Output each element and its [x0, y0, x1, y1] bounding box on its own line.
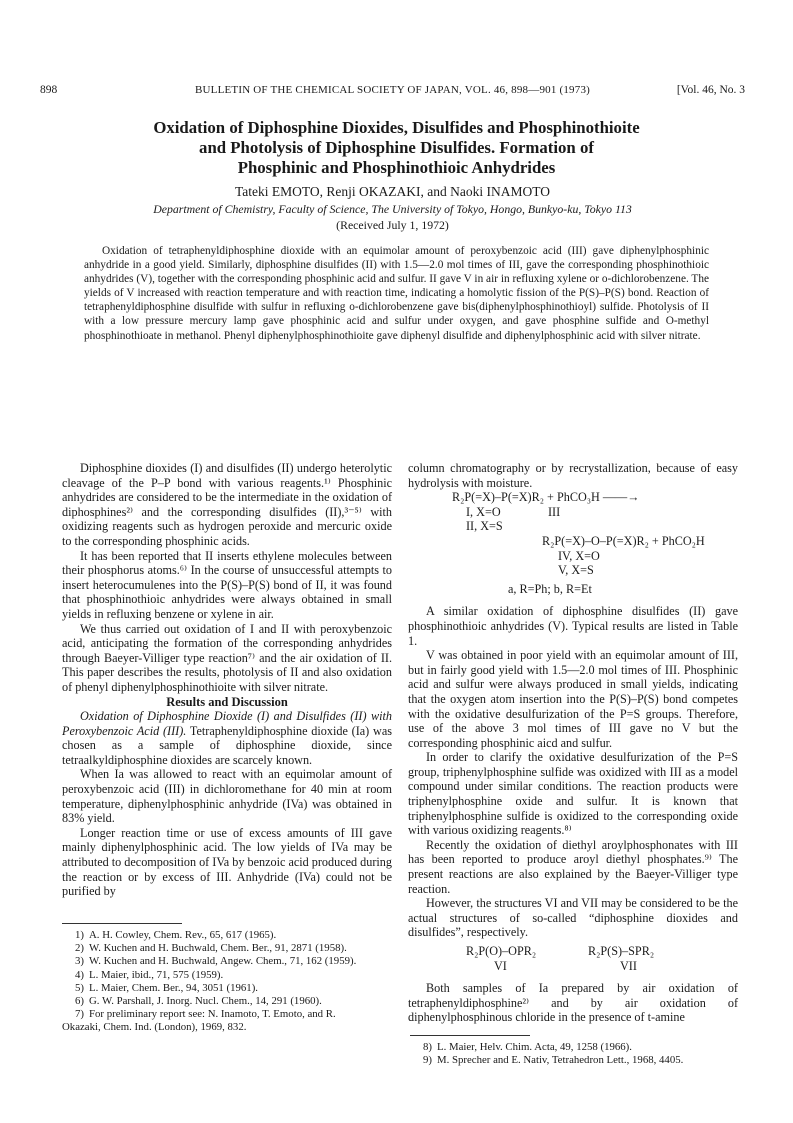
- paragraph: column chromatography or by recrystallization, because of easy hydrolysis with moisture.: [408, 461, 738, 490]
- footnote-number: 4): [75, 968, 84, 981]
- footnote: [62, 1008, 397, 1021]
- equation-text: VII: [620, 958, 637, 973]
- equation-text: a, R=Ph; b, R=Et: [508, 581, 592, 596]
- title-line: Phosphinic and Phosphinothioic Anhydrides: [237, 158, 556, 177]
- equation-line: [408, 582, 738, 597]
- sub-heading: Oxidation of Diphosphine Dioxide (I) and Disulfides (II) with Peroxybenzoic Acid (III).: [62, 709, 392, 738]
- equation-line: [408, 505, 738, 520]
- equation-text: IV, X=O: [558, 548, 600, 563]
- footnote-rule: [62, 923, 182, 924]
- left-column: [62, 461, 392, 899]
- footnote-number: 8): [423, 1041, 432, 1053]
- footnote: [410, 1041, 740, 1054]
- running-header: [40, 84, 745, 100]
- equation-text: II, X=S: [466, 519, 503, 534]
- footnote-number: 3): [75, 955, 84, 968]
- equation-line: [408, 563, 738, 578]
- equation-text: R₂P(=X)–O–P(=X)R₂ + PhCO₂H: [542, 533, 705, 548]
- footnote: [62, 942, 397, 955]
- equation-text: V, X=S: [558, 563, 594, 578]
- footnote-text: L. Maier, Helv. Chim. Acta, 49, 1258 (1966).: [437, 1041, 632, 1053]
- paragraph: Recently the oxidation of diethyl aroylphosphonates with III has been reported to produce aroyl diethyl phosphates.⁹⁾ The present reactions are also explained by the Baeyer-Villiger type reaction.: [408, 837, 738, 896]
- equation-line: [408, 549, 738, 564]
- footnote: [62, 982, 397, 995]
- footnote-number: 1): [75, 929, 84, 941]
- equation-text: VI: [494, 958, 507, 973]
- footnote-text: G. W. Parshall, J. Inorg. Nucl. Chem., 14, 291 (1960).: [89, 995, 322, 1008]
- equation-text: R₂P(O)–OPR₂: [466, 944, 537, 958]
- equation-text: R₂P(=X)–P(=X)R₂ + PhCO₃H ——→: [452, 490, 640, 505]
- footnotes-right: [410, 1041, 740, 1067]
- equation-text: I, X=O: [466, 504, 501, 519]
- equation-line: [408, 534, 738, 549]
- equation-text: III: [548, 504, 561, 519]
- paragraph: A similar oxidation of diphosphine disulfides (II) gave phosphinothioic anhydrides (V). Typical results are listed in Table 1.: [408, 604, 738, 648]
- equation-line: [408, 519, 738, 534]
- footnote-text: L. Maier, Chem. Ber., 94, 3051 (1961).: [89, 981, 258, 994]
- paragraph: [62, 709, 392, 767]
- footnote: [62, 1021, 397, 1034]
- footnote: [62, 995, 397, 1008]
- footnote-number: 2): [75, 942, 84, 955]
- footnote-text: For preliminary report see: N. Inamoto, T. Emoto, and R.: [89, 1008, 336, 1021]
- footnote: [62, 969, 397, 982]
- equation-line: [408, 944, 738, 959]
- paper-title: [60, 118, 733, 178]
- affiliation: Department of Chemistry, Faculty of Science, The University of Tokyo, Hongo, Bunkyo-ku, Tokyo 113: [153, 202, 632, 216]
- footnotes-left: [62, 929, 397, 1035]
- volume-issue: [Vol. 46, No. 3: [676, 84, 745, 96]
- paragraph: We thus carried out oxidation of I and II with peroxybenzoic acid, anticipating the formation of the corresponding anhydrides through Baeyer-Villiger type reaction⁷⁾ and the air oxidation of II. This paper describes the results, photolysis of II and also oxidation of phenyl diphenylphosphinothioite with silver nitrate.: [62, 621, 392, 694]
- paragraph: V was obtained in poor yield with an equimolar amount of III, but in fairly good yield with 1.5—2.0 mol times of III. Phosphinic acid and sulfur were always produced in small yields, indicating that the oxygen atom insertion into the P(S)–P(S) bond competes with the oxidative desulfurization of the P=S groups. Therefore, use of the above 3 mol times of III gave no V but the corresponding phosphinic aicd and sulfur.: [408, 648, 738, 750]
- paragraph: When Ia was allowed to react with an equimolar amount of peroxybenzoic acid (III) in dichloromethane for 40 min at room temperature, diphenylphosphinic anhydride (IVa) was obtained in 83% yield.: [62, 767, 392, 826]
- page-number: 898: [40, 84, 58, 96]
- footnote-text: W. Kuchen and H. Buchwald, Angew. Chem., 71, 162 (1959).: [89, 955, 357, 968]
- footnote: [62, 929, 397, 942]
- right-column: [408, 461, 738, 1025]
- journal-line: BULLETIN OF THE CHEMICAL SOCIETY OF JAPAN, VOL. 46, 898—901 (1973): [194, 84, 591, 96]
- paragraph: Longer reaction time or use of excess amounts of III gave mainly diphenylphosphinic acid. The low yields of IVa may be attributed to decomposition of IVa by benzoic acid produced during the reaction or by excess of III. Anhydride (IVa) could not be purified by: [62, 825, 392, 899]
- footnote-text: L. Maier, ibid., 71, 575 (1959).: [89, 968, 224, 981]
- paragraph: Both samples of Ia prepared by air oxidation of tetraphenyldiphosphine²⁾ and by air oxidation of diphenylphosphinous chloride in the presence of t-amine: [408, 981, 738, 1025]
- paragraph: It has been reported that II inserts ethylene molecules between their phosphorus atoms.⁶⁾ In the course of unsuccessful attempts to insert heterocumulenes into the P(S)–P(S) bond of II, it was found that phosphinothioic anhydrides were always obtained in small yields in refluxing benzene or xylene in air.: [62, 548, 392, 621]
- footnote-number: 7): [75, 1008, 84, 1021]
- footnote-text: W. Kuchen and H. Buchwald, Chem. Ber., 91, 2871 (1958).: [89, 942, 347, 955]
- paragraph-text: Tetraphenyldiphosphine dioxide (Ia) was chosen as a sample of diphosphine dioxide, since tetraalkyldiphosphine dioxides are scarcely known.: [62, 723, 392, 767]
- abstract: Oxidation of tetraphenyldiphosphine dioxide with an equimolar amount of peroxybenzoic acid (III) gave diphenylphosphinic anhydride in a good yield. Similarly, diphosphine disulfides (II) with 1.5—2.0 mol times of III, gave the corresponding phosphinothioic anhydrides (V), together with the corresponding phosphinic acid and sulfur. II gave V in air in refluxing xylene or o-dichlorobenzene. The yields of V increased with reaction temperature and with reaction time, indicating a homolytic fission of the P(S)–P(S) bond. Reaction of tetraphenyldiphosphine disulfide with sulfur in refluxing o-dichlorobenzene gave bis(diphenylphosphinothioyl) sulfide. Photolysis of II with a low pressure mercury lamp gave phosphinic acid and sulfur under oxygen, and gave phosphine sulfide and O-methyl phosphinothioate in methanol. Phenyl diphenylphosphinothioite gave diphenyl disulfide and diphenylphosphinic acid with silver nitrate.: [84, 245, 709, 342]
- footnote: [62, 955, 397, 968]
- footnote-text: A. H. Cowley, Chem. Rev., 65, 617 (1965).: [89, 929, 277, 941]
- footnote-text: M. Sprecher and E. Nativ, Tetrahedron Lett., 1968, 4405.: [437, 1054, 684, 1067]
- title-line: Oxidation of Diphosphine Dioxides, Disulfides and Phosphinothioite: [153, 118, 640, 137]
- footnote: [410, 1054, 740, 1067]
- footnote-text: Okazaki, Chem. Ind. (London), 1969, 832.: [62, 1021, 247, 1034]
- equation-text: R₂P(S)–SPR₂: [588, 944, 655, 958]
- footnote-rule: [410, 1035, 530, 1036]
- authors: Tateki EMOTO, Renji OKAZAKI, and Naoki INAMOTO: [234, 184, 550, 199]
- footnote-number: 9): [423, 1054, 432, 1067]
- paragraph: In order to clarify the oxidative desulfurization of the P=S group, triphenylphosphine sulfide was oxidized with III as a model compound under similar conditions. The reaction products were triphenylphosphine oxide and sulfur. It is known that triphenylphosphine sulfide is oxidized to the corresponding oxide with various oxidizing reagents.⁸⁾: [408, 750, 738, 838]
- paragraph: Diphosphine dioxides (I) and disulfides (II) undergo heterolytic cleavage of the P–P bond with various reagents.¹⁾ Phosphinic anhydrides are considered to be the intermediate in the oxidation of diphosphines²⁾ and the corresponding disulfides (II),³⁻⁵⁾ with oxidizing reagents such as hydrogen peroxide and mercuric oxide to the corresponding phosphinic acids.: [62, 461, 392, 548]
- equation-line: [408, 490, 738, 505]
- title-line: and Photolysis of Diphosphine Disulfides. Formation of: [199, 138, 594, 157]
- section-heading: Results and Discussion: [166, 694, 288, 709]
- footnote-number: 5): [75, 981, 84, 994]
- equation-line: [408, 959, 738, 974]
- received-date: (Received July 1, 1972): [336, 218, 449, 232]
- paragraph: However, the structures VI and VII may be considered to be the actual structures of so-called “diphosphine dioxides and disulfides”, respectively.: [408, 896, 738, 940]
- footnote-number: 6): [75, 995, 84, 1008]
